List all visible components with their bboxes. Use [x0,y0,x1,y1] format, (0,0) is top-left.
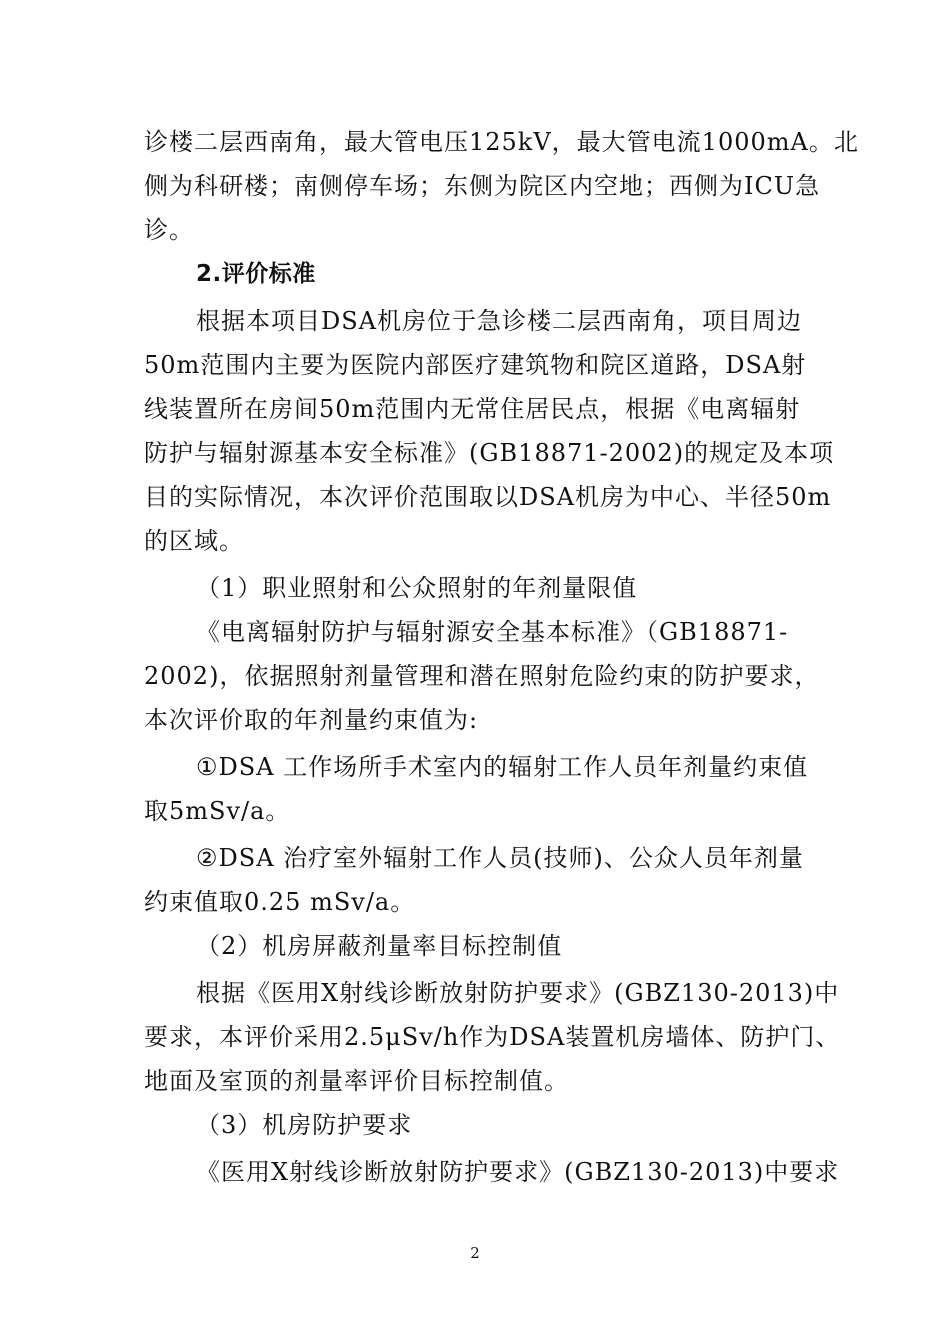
body-line: 要求，本评价采用2.5μSv/h作为DSA装置机房墙体、防护门、 [144,1023,841,1051]
list-item: ②DSA 治疗室外辐射工作人员(技师)、公众人员年剂量 [196,844,804,872]
body-line: 侧为科研楼；南侧停车场；东侧为院区内空地；西侧为ICU急 [144,172,821,200]
body-line: 《电离辐射防护与辐射源安全基本标准》（GB18871- [196,618,789,646]
body-line: 约束值取0.25 mSv/a。 [144,888,416,916]
body-line: 的区域。 [144,527,244,555]
section-heading: 2.评价标准 [196,261,316,287]
body-line: 根据《医用X射线诊断放射防护要求》(GBZ130-2013)中 [196,979,840,1007]
body-line: 地面及室顶的剂量率评价目标控制值。 [144,1067,569,1095]
body-line: 《医用X射线诊断放射防护要求》(GBZ130-2013)中要求 [196,1158,840,1186]
list-item: ①DSA 工作场所手术室内的辐射工作人员年剂量约束值 [196,753,809,781]
body-line: 线装置所在房间50m范围内无常住居民点，根据《电离辐射 [144,395,801,423]
body-line: 根据本项目DSA机房位于急诊楼二层西南角，项目周边 [196,307,803,335]
body-line: 50m范围内主要为医院内部医疗建筑物和院区道路，DSA射 [144,351,807,379]
subsection-heading: （1）职业照射和公众照射的年剂量限值 [196,574,638,602]
body-line: 本次评价取的年剂量约束值为: [144,706,479,734]
page-number: 2 [470,1244,480,1262]
body-line: 诊楼二层西南角，最大管电压125kV，最大管电流1000mA。北 [144,128,859,156]
body-line: 2002)，依据照射剂量管理和潜在照射危险约束的防护要求， [144,662,820,690]
body-line: 目的实际情况，本次评价范围取以DSA机房为中心、半径50m [144,483,832,511]
subsection-heading: （2）机房屏蔽剂量率目标控制值 [196,932,563,960]
body-line: 诊。 [144,216,194,244]
body-line: 防护与辐射源基本安全标准》(GB18871-2002)的规定及本项 [144,439,835,467]
body-line: 取5mSv/a。 [144,797,291,825]
subsection-heading: （3）机房防护要求 [196,1111,413,1139]
